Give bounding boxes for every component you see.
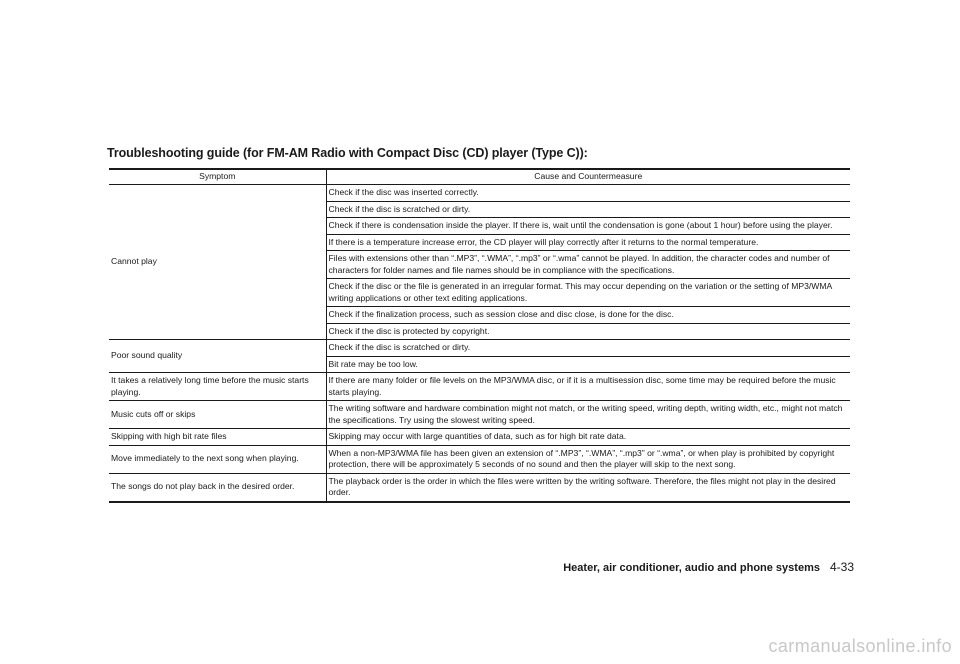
symptom-cell: Music cuts off or skips — [109, 401, 326, 429]
symptom-header: Symptom — [109, 169, 326, 185]
table-row — [109, 445, 850, 473]
symptom-cell: Skipping with high bit rate files — [109, 429, 326, 446]
cause-cell: Check if the finalization process, such as session close and disc close, is done for the disc. — [326, 307, 850, 324]
table-row — [109, 473, 850, 502]
cause-cell: Check if the disc or the file is generated in an irregular format. This may occur depending on the variation or the setting of MP3/WMA writing applications or other text editing applications. — [326, 279, 850, 307]
cause-cell: The playback order is the order in which the files were written by the writing software. Therefore, the files might not play in the desired order. — [328, 475, 836, 497]
footer-section-title: Heater, air conditioner, audio and phone systems — [563, 562, 820, 574]
table-row — [109, 401, 850, 429]
table-row — [109, 185, 850, 202]
cause-cell: The writing software and hardware combination might not match, or the writing speed, writing depth, writing width, etc., might not match the specifications. Try using the slowest writing speed. — [326, 401, 850, 429]
cause-cell: Skipping may occur with large quantities of data, such as for high bit rate data. — [326, 429, 850, 446]
troubleshooting-table — [109, 168, 850, 503]
table-row — [109, 340, 850, 357]
cause-cell: Check if there is condensation inside the player. If there is, wait until the condensation is gone (about 1 hour) before using the player. — [326, 218, 850, 235]
cause-header: Cause and Countermeasure — [326, 169, 850, 185]
page-footer — [563, 560, 854, 574]
cause-cell: If there is a temperature increase error, the CD player will play correctly after it returns to the normal temperature. — [326, 234, 850, 251]
cause-cell: Check if the disc is scratched or dirty. — [326, 201, 850, 218]
page-title: Troubleshooting guide (for FM-AM Radio with Compact Disc (CD) player (Type C)): — [107, 146, 588, 160]
cause-cell: Files with extensions other than “.MP3”, “.WMA”, “.mp3” or “.wma” cannot be played. In addition, the character codes and number of characters for folder names and file names should be in compliance with the specifications. — [326, 251, 850, 279]
cause-cell: Check if the disc is scratched or dirty. — [326, 340, 850, 357]
table-row — [109, 429, 850, 446]
table-row — [109, 373, 850, 401]
symptom-cell: Poor sound quality — [109, 340, 326, 373]
watermark-text: carmanualsonline.info — [768, 636, 952, 656]
cause-cell: When a non-MP3/WMA file has been given an extension of “.MP3”, “.WMA”, “.mp3” or “.wma”, or when play is prohibited by copyright protection, there will be approximately 5 seconds of no sound and then the player will skip to the next song. — [326, 445, 850, 473]
symptom-cell: Cannot play — [109, 185, 326, 340]
symptom-cell: Move immediately to the next song when playing. — [109, 445, 326, 473]
cause-cell: If there are many folder or file levels on the MP3/WMA disc, or if it is a multisession disc, some time may be required before the music starts playing. — [326, 373, 850, 401]
cause-cell: Check if the disc was inserted correctly. — [326, 185, 850, 202]
table-header-row — [109, 169, 850, 185]
symptom-cell: It takes a relatively long time before the music starts playing. — [109, 373, 326, 401]
cause-cell: Check if the disc is protected by copyright. — [326, 323, 850, 340]
symptom-cell: The songs do not play back in the desired order. — [109, 473, 326, 502]
cause-cell: Bit rate may be too low. — [326, 356, 850, 373]
page-number: 4-33 — [829, 560, 854, 574]
